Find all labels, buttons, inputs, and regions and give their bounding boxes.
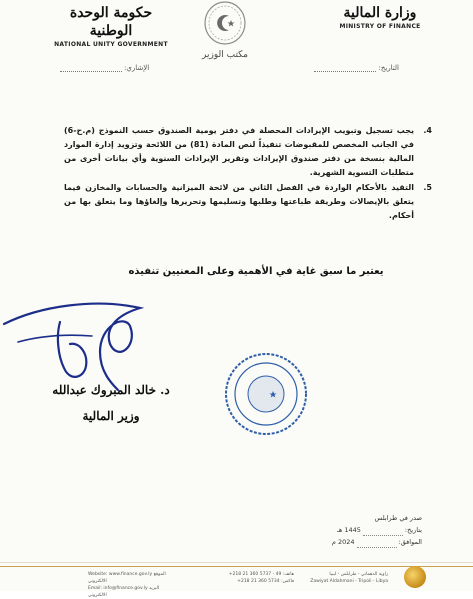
signer-block [36, 377, 186, 429]
footer-contact-phone [198, 571, 294, 585]
issued-heading: صدر في طرابلس [374, 514, 422, 522]
government-subtitle: NATIONAL UNITY GOVERNMENT [54, 41, 168, 48]
government-header [52, 4, 170, 48]
minister-office-caption: مكتب الوزير [202, 50, 248, 60]
ministry-title: وزارة المالية [343, 5, 417, 21]
reference-label: الإشاري: [124, 64, 150, 72]
government-title: حكومة الوحدة الوطنية [69, 5, 153, 39]
gregorian-year: 2024 م [331, 538, 355, 546]
footer-email: Email: info@finance.gov.ly البريد الالكتروني [88, 586, 160, 598]
footer-address-en: Zawiyat Aldahmani - Tripoli - Libya [310, 579, 388, 584]
date-field [312, 64, 399, 72]
footer-phone: هاتف: 49 - 5737 360 21 218+ [228, 572, 294, 577]
gregorian-label: الموافق: [398, 538, 422, 546]
clause-text: يجب تسجيل وتبويب الإيرادات المحصلة في دفتر يومية الصندوق حسب النموذج (م.ح-6) في الجانب المخصص للمقبوضات تنفيذاً لنص المادة (81) من اللائحة وتزويد إدارة الموارد المالية بنسخة من دفتر صندوق الإيرادات وتقرير الإيرادات السنوية وأي بيانات أخرى من متطلبات التسوية الشهرية. [64, 126, 414, 177]
official-stamp-icon [222, 350, 310, 438]
footer-website: Website: www.finance.gov.ly الموقع الالكتروني [88, 572, 166, 584]
clause-number: 4. [423, 126, 432, 135]
ministry-header [331, 4, 429, 30]
signer-title: وزير المالية [82, 409, 140, 423]
letterhead-footer [0, 566, 473, 598]
issued-info [282, 512, 422, 548]
clause-text: التقيد بالأحكام الواردة في الفصل الثاني من لائحة الميزانية والحسابات والمخازن فيما يتعلق بالإيصالات وطريقة طباعتها وطلبها وتسليمها وتحريرها وإلغاؤها وما يتعلق بها من أحكام. [64, 183, 414, 220]
hijri-year: 1445 هـ [336, 526, 361, 534]
footer-address-ar: زاوية الدهماني - طرابلس - ليبيا [329, 572, 388, 577]
reference-field [58, 64, 149, 72]
hijri-label: بتاريخ: [404, 526, 422, 534]
footer-divider [0, 562, 473, 563]
issued-hijri-date [282, 524, 422, 536]
footer-address [304, 571, 388, 585]
letter-body [64, 124, 432, 224]
footer-fax: فاكس: 5734 360 21 218+ [237, 579, 294, 584]
closing-statement: يعتبر ما سبق غاية في الأهمية وعلى المعنيين تنفيذه [128, 266, 384, 277]
libya-emblem-icon [203, 0, 247, 46]
clause-4 [64, 124, 432, 180]
ministry-subtitle: MINISTRY OF FINANCE [339, 23, 421, 30]
gold-seal-icon [404, 566, 426, 588]
clause-5 [64, 181, 432, 223]
date-label: التاريخ: [378, 64, 399, 72]
issued-gregorian-date [282, 536, 422, 548]
clause-number: 5. [423, 183, 432, 192]
footer-contact-web [88, 571, 168, 599]
signer-name: د. خالد المبروك عبدالله [52, 383, 170, 397]
